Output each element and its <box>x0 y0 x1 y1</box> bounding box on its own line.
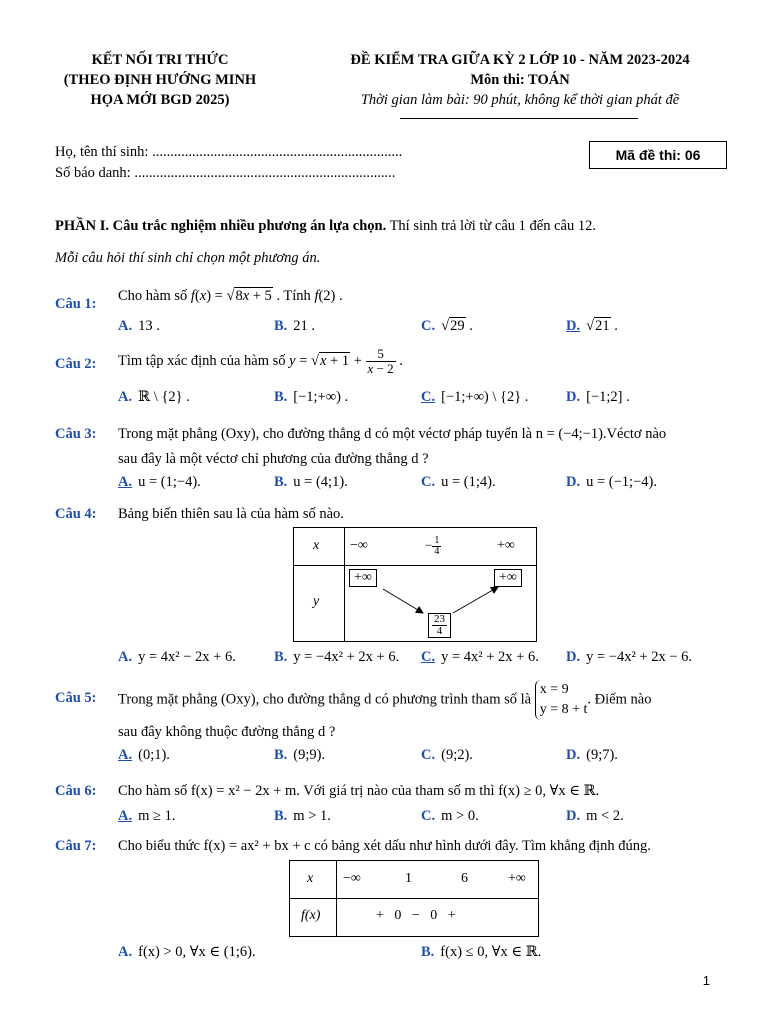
question-3-option-d[interactable]: D. u = (−1;−4). <box>566 474 657 490</box>
exam-title: ĐỀ KIỂM TRA GIỮA KỲ 2 LỚP 10 - NĂM 2023-2024 <box>350 52 690 68</box>
question-1-option-b[interactable]: B. 21 . <box>274 318 316 334</box>
question-4-option-c[interactable]: C. y = 4x² + 2x + 6. <box>421 649 539 665</box>
question-7-label: Câu 7: <box>55 838 97 854</box>
question-4-label: Câu 4: <box>55 506 97 522</box>
sign-table-x-1: −∞ <box>343 871 361 886</box>
question-6-option-c[interactable]: C. m > 0. <box>421 808 479 824</box>
variation-table-x-2: − $\frac{1}{4}$ <box>425 535 440 557</box>
exam-subject: Môn thi: TOÁN <box>470 72 570 88</box>
sign-table-x-header: x <box>307 871 314 886</box>
question-5-label: Câu 5: <box>55 690 97 706</box>
question-6-option-b[interactable]: B. m > 1. <box>274 808 331 824</box>
page-number: 1 <box>702 973 710 988</box>
question-2-option-a[interactable]: A. ℝ \ {2} . <box>118 389 190 405</box>
question-3-line-2: sau đây là một véctơ chỉ phương của đường thẳng d ? <box>118 451 429 467</box>
question-1-option-a[interactable]: A. 13 . <box>118 318 160 334</box>
question-4-text: Bảng biến thiên sau là của hàm số nào. <box>118 506 344 522</box>
question-3-label: Câu 3: <box>55 426 97 442</box>
question-4-option-a[interactable]: A. y = 4x² − 2x + 6. <box>118 649 236 665</box>
variation-table-right-value: +∞ <box>494 569 522 587</box>
variation-table-min-value: $\frac{23}{4}$ <box>428 613 451 638</box>
exam-time: Thời gian làm bài: 90 phút, không kể thời gian phát đề <box>360 92 680 108</box>
student-id-line: Số báo danh: ........................................................................ <box>55 165 396 181</box>
sign-table-x-4: +∞ <box>508 871 526 886</box>
question-2-option-c[interactable]: C. [−1;+∞) \ {2} . <box>421 389 529 405</box>
question-7-option-a[interactable]: A. f(x) > 0, ∀x ∈ (1;6). <box>118 944 256 960</box>
sign-table-fx-header: f(x) <box>301 908 321 923</box>
question-3-option-b[interactable]: B. u = (4;1). <box>274 474 348 490</box>
question-5-line-2: sau đây không thuộc đường thẳng d ? <box>118 724 336 740</box>
question-5-option-a[interactable]: A. (0;1). <box>118 747 170 763</box>
part-title: PHẦN I. Câu trắc nghiệm nhiều phương án lựa chọn. <box>55 218 387 234</box>
question-5-option-d[interactable]: D. (9;7). <box>566 747 618 763</box>
sign-table-signs: + 0 − 0 + <box>376 908 456 923</box>
question-2-option-d[interactable]: D. [−1;2] . <box>566 389 630 405</box>
sign-table-x-3: 6 <box>461 871 468 886</box>
exam-header <box>300 50 740 110</box>
question-5-option-c[interactable]: C. (9;2). <box>421 747 473 763</box>
sign-table-x-2: 1 <box>405 871 412 886</box>
question-3-option-c[interactable]: C. u = (1;4). <box>421 474 496 490</box>
variation-table-y-header: y <box>313 594 320 609</box>
school-header-line-2: (THEO ĐỊNH HƯỚNG MINH <box>63 72 257 88</box>
question-2-text: Tìm tập xác định của hàm số y = √x + 1 + $\frac{5}{x - 2}$ . <box>118 346 403 376</box>
sign-table <box>289 860 539 937</box>
question-1-option-c[interactable]: C. √29 . <box>421 318 473 334</box>
question-7-option-b[interactable]: B. f(x) ≤ 0, ∀x ∈ ℝ. <box>421 944 542 960</box>
part-instruction: Thí sinh trả lời từ câu 1 đến câu 12. <box>386 218 596 234</box>
variation-table-x-header: x <box>313 538 320 553</box>
question-6-text: Cho hàm số f(x) = x² − 2x + m. Với giá trị nào của tham số m thì f(x) ≥ 0, ∀x ∈ ℝ. <box>118 783 600 799</box>
school-header-line-1: KẾT NỐI TRI THỨC <box>91 52 229 68</box>
question-1-option-d[interactable]: D. √21 . <box>566 318 618 334</box>
variation-table-x-1: −∞ <box>350 538 368 553</box>
question-1-text: Cho hàm số f(x) = √8x + 5 . Tính f(2) . <box>118 288 343 304</box>
question-6-label: Câu 6: <box>55 783 97 799</box>
decreasing-arrow <box>383 589 423 613</box>
variation-table-left-value: +∞ <box>349 569 377 587</box>
question-2-option-b[interactable]: B. [−1;+∞) . <box>274 389 349 405</box>
question-6-option-a[interactable]: A. m ≥ 1. <box>118 808 176 824</box>
header-divider <box>400 118 638 119</box>
increasing-arrow <box>453 587 498 613</box>
question-3-option-a[interactable]: A. u = (1;−4). <box>118 474 201 490</box>
question-1-label: Câu 1: <box>55 296 97 312</box>
part-note: Mỗi câu hỏi thí sinh chỉ chọn một phương án. <box>55 250 321 266</box>
variation-table-x-3: +∞ <box>497 538 515 553</box>
question-4-option-b[interactable]: B. y = −4x² + 2x + 6. <box>274 649 400 665</box>
school-header <box>40 50 280 110</box>
variation-arrows <box>293 565 537 641</box>
question-5-line-1: Trong mặt phẳng (Oxy), cho đường thẳng d có phương trình tham số là x = 9 y = 8 + t . Điểm nào <box>118 680 651 720</box>
question-6-option-d[interactable]: D. m < 2. <box>566 808 624 824</box>
question-7-text: Cho biểu thức f(x) = ax² + bx + c có bảng xét dấu như hình dưới đây. Tìm khẳng định đúng. <box>118 838 651 854</box>
school-header-line-3: HỌA MỚI BGD 2025) <box>90 92 230 108</box>
student-name-line: Họ, tên thí sinh: ..................................................................... <box>55 144 403 160</box>
parametric-system: x = 9 y = 8 + t <box>535 680 588 720</box>
question-4-option-d[interactable]: D. y = −4x² + 2x − 6. <box>566 649 693 665</box>
exam-code-box: Mã đề thi: 06 <box>589 141 727 169</box>
part-heading <box>55 218 596 235</box>
question-5-option-b[interactable]: B. (9;9). <box>274 747 326 763</box>
question-2-label: Câu 2: <box>55 356 97 372</box>
student-info <box>55 142 402 184</box>
question-3-line-1: Trong mặt phẳng (Oxy), cho đường thẳng d có một véctơ pháp tuyến là n = (−4;−1).Véctơ nào <box>118 426 667 442</box>
